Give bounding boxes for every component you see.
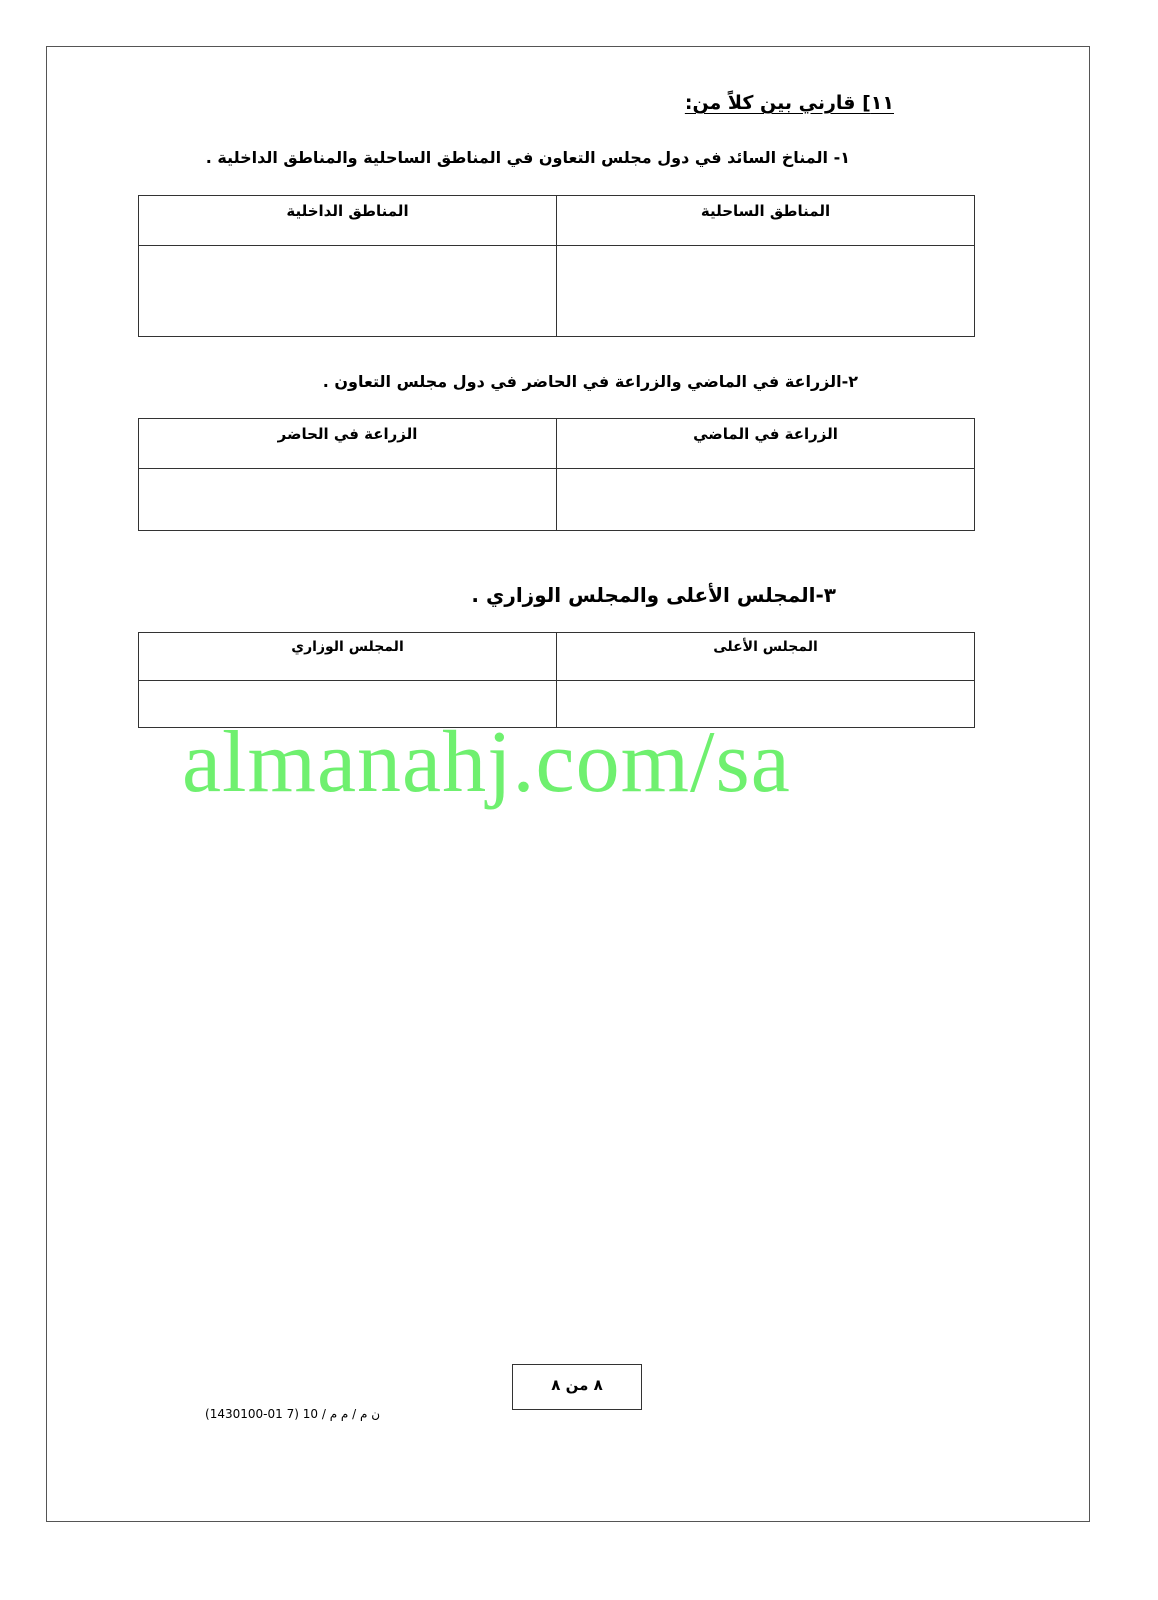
table-3-header-ministerial-council: المجلس الوزاري — [139, 633, 557, 681]
page-number-box: ٨ من ٨ — [512, 1364, 642, 1410]
table-1-answer-inland[interactable] — [139, 246, 557, 337]
table-2-header-past: الزراعة في الماضي — [557, 419, 975, 469]
section-2-prompt: ٢-الزراعة في الماضي والزراعة في الحاضر في دول مجلس التعاون . — [322, 372, 858, 391]
table-2-header-present: الزراعة في الحاضر — [139, 419, 557, 469]
table-3-header-supreme-council: المجلس الأعلى — [557, 633, 975, 681]
document-code: ن م / م م / 10 (7 01-1430100) — [205, 1407, 381, 1421]
table-2-answer-present[interactable] — [139, 469, 557, 531]
table-1-header-inland: المناطق الداخلية — [139, 196, 557, 246]
section-1-prompt: ١- المناخ السائد في دول مجلس التعاون في المناطق الساحلية والمناطق الداخلية . — [205, 148, 850, 167]
comparison-table-1 — [138, 195, 975, 337]
table-1-answer-coastal[interactable] — [557, 246, 975, 337]
section-3-prompt: ٣-المجلس الأعلى والمجلس الوزاري . — [471, 583, 836, 607]
table-1-header-coastal: المناطق الساحلية — [557, 196, 975, 246]
comparison-table-2 — [138, 418, 975, 531]
question-title: ١١] قارني بين كلاً من: — [684, 92, 894, 114]
table-2-answer-past[interactable] — [557, 469, 975, 531]
watermark: almanahj.com/sa — [182, 714, 791, 811]
